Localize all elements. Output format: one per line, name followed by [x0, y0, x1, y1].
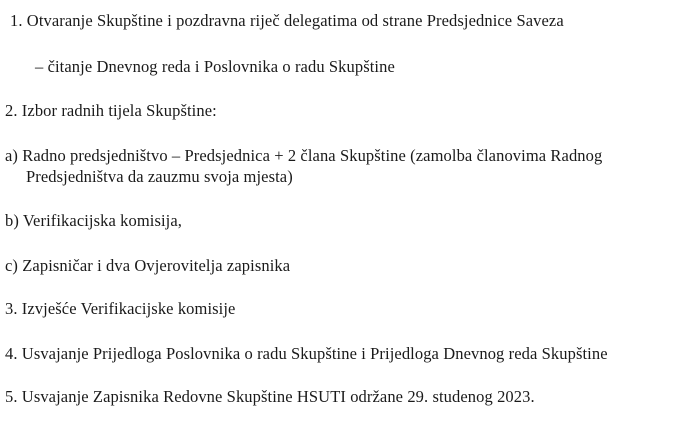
agenda-subitem-a-continuation: Predsjedništva da zauzmu svoja mjesta) [26, 167, 293, 186]
agenda-item-5-adoption-minutes: 5. Usvajanje Zapisnika Redovne Skupštine HSUTI održane 29. studenog 2023. [5, 387, 535, 406]
agenda-item-1-opening: 1. Otvaranje Skupštine i pozdravna riječ delegatima od strane Predsjednice Saveza [10, 11, 564, 30]
agenda-item-2-working-bodies: 2. Izbor radnih tijela Skupštine: [5, 101, 217, 120]
agenda-item-1-continuation: – čitanje Dnevnog reda i Poslovnika o radu Skupštine [35, 57, 395, 76]
agenda-subitem-c-recorder: c) Zapisničar i dva Ovjerovitelja zapisnika [5, 256, 291, 275]
agenda-subitem-b-verification: b) Verifikacijska komisija, [5, 211, 182, 230]
agenda-subitem-a-presidency: a) Radno predsjedništvo – Predsjednica + 2 člana Skupštine (zamolba članovima Radnog [5, 146, 603, 165]
agenda-item-3-report: 3. Izvješće Verifikacijske komisije [5, 299, 236, 318]
agenda-item-4-adoption-rules: 4. Usvajanje Prijedloga Poslovnika o radu Skupštine i Prijedloga Dnevnog reda Skupštine [5, 344, 608, 363]
